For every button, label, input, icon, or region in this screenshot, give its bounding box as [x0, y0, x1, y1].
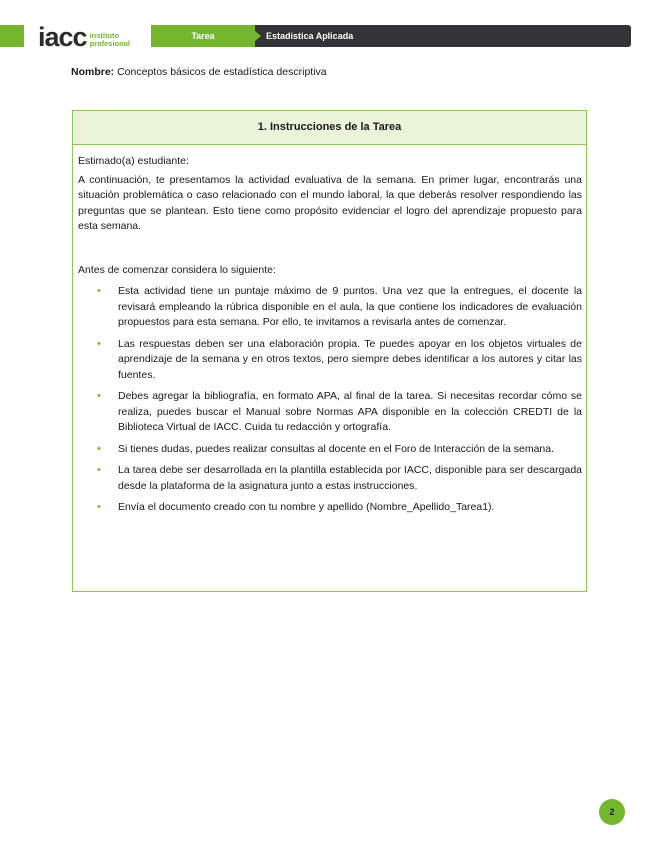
chevron-right-icon: [255, 31, 261, 41]
instructions-body: [73, 145, 586, 516]
intro-paragraph: A continuación, te presentamos la actividad evaluativa de la semana. En primer lugar, encontrarás una situación problemática o caso relacionado con el mundo laboral, la que deberás resolver respondiendo las preguntas que se plantean. Esto tiene como propósito evidenciar el logro del aprendizaje propuesto para esta semana.: [78, 173, 582, 232]
bullet-icon: •: [97, 390, 101, 402]
list-item: • Esta actividad tiene un puntaje máximo de 9 puntos. Una vez que la entregues, el docente la revisará empleando la rúbrica disponible en el aula, la que contiene los indicadores de evaluación propuestos para esta semana. Por ello, te invitamos a revisarla antes de comenzar.: [97, 285, 582, 328]
list-item: • Debes agregar la bibliografía, en formato APA, al final de la tarea. Si necesitas recordar cómo se realiza, puedes buscar el Manual sobre Normas APA disponible en la colección CREDTI de la Biblioteca Virtual de IACC. Cuida tu redacción y ortografía.: [97, 390, 582, 433]
tab-tarea: Tarea: [151, 25, 255, 47]
brand-square: [0, 25, 24, 47]
list-item: • Las respuestas deben ser una elaboración propia. Te puedes apoyar en los objetos virtuales de aprendizaje de la semana y en otros textos, pero siempre debes identificar a los autores y citar las fuentes.: [97, 337, 582, 381]
document-name: [71, 66, 327, 78]
course-title: Estadística Aplicada: [266, 31, 354, 41]
page-number: 2: [599, 799, 625, 825]
name-label: Nombre:: [71, 66, 115, 78]
instructions-title: 1. Instrucciones de la Tarea: [73, 111, 586, 145]
page-header: [0, 22, 655, 52]
list-item: • La tarea debe ser desarrollada en la plantilla establecida por IACC, disponible para ser descargada desde la plataforma de la asignatura junto a estas instrucciones.: [97, 464, 582, 492]
list-item: • Envía el documento creado con tu nombre y apellido (Nombre_Apellido_Tarea1).: [118, 500, 582, 516]
name-value: Conceptos básicos de estadística descriptiva: [117, 66, 327, 78]
bullet-icon: •: [97, 337, 101, 350]
bullet-icon: •: [97, 501, 101, 513]
list-item: • Si tienes dudas, puedes realizar consultas al docente en el Foro de Interacción de la semana.: [118, 442, 582, 458]
bullet-icon: •: [97, 464, 101, 476]
bullet-icon: •: [97, 442, 101, 455]
logo-main-text: iacc: [38, 22, 87, 52]
logo-sub-line-1: instituto: [89, 31, 120, 40]
logo-sub-line-2: profesional: [89, 39, 130, 48]
before-starting: Antes de comenzar considera lo siguiente:: [78, 263, 276, 276]
greeting: Estimado(a) estudiante:: [78, 155, 189, 167]
bullet-icon: •: [97, 285, 101, 297]
iacc-logo: [38, 22, 130, 50]
instructions-list: [78, 284, 582, 516]
logo-subtitle: [90, 32, 130, 48]
instructions-box: [72, 110, 587, 592]
header-navbar: [151, 25, 631, 47]
